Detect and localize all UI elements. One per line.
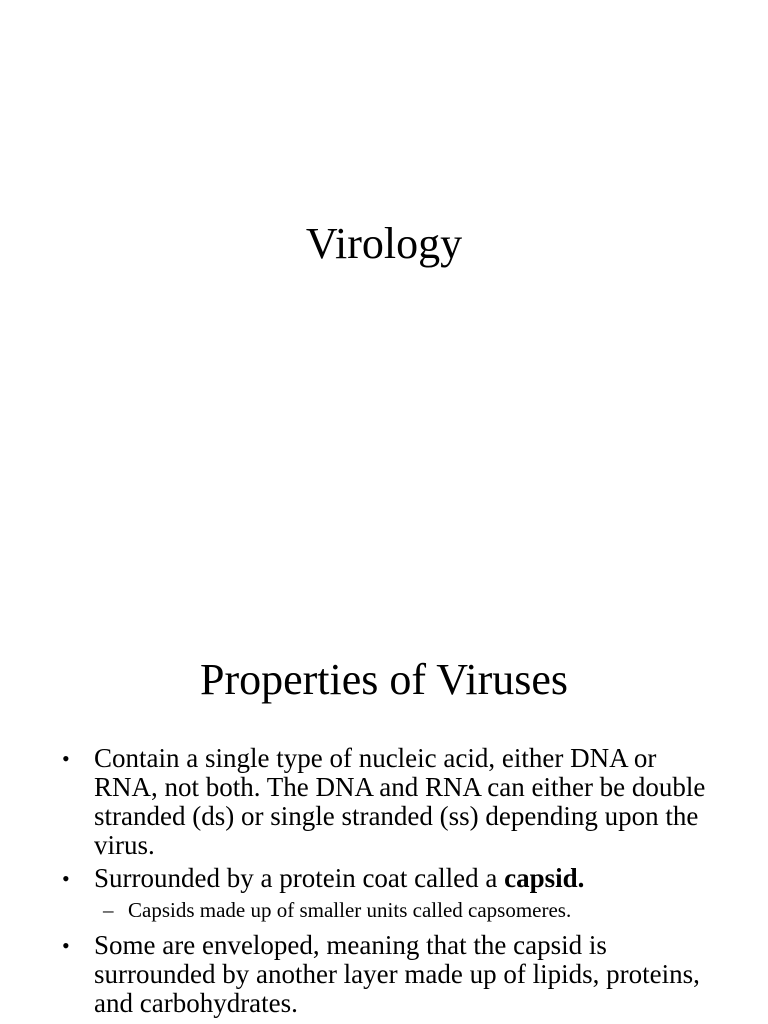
slide-title: Properties of Viruses [199,655,569,704]
bullet-icon: • [62,866,70,891]
bullet-text: Contain a single type of nucleic acid, either DNA or RNA, not both. The DNA and RNA can either be double stranded (ds) or single stranded (ss) depending upon the virus. [94,743,706,860]
bullet-bold-term: capsid. [504,863,585,893]
sub-bullet-text: Capsids made up of smaller units called capsomeres. [128,898,572,922]
slide-title: Virology [305,219,463,268]
bullet-text: Surrounded by a protein coat called a [94,863,505,893]
bullet-icon: • [62,933,70,958]
sub-bullet-item [62,897,722,923]
bullet-icon: • [62,746,70,771]
bullet-item [62,931,722,1018]
bullet-text: Some are enveloped, meaning that the capsid is surrounded by another layer made up of lipids, proteins, and carbohydrates. [94,930,700,1018]
bullet-list [62,744,722,1022]
bullet-item [62,864,722,893]
dash-icon: – [103,898,114,922]
slide-properties-of-viruses [0,512,768,1024]
bullet-item [62,744,722,860]
